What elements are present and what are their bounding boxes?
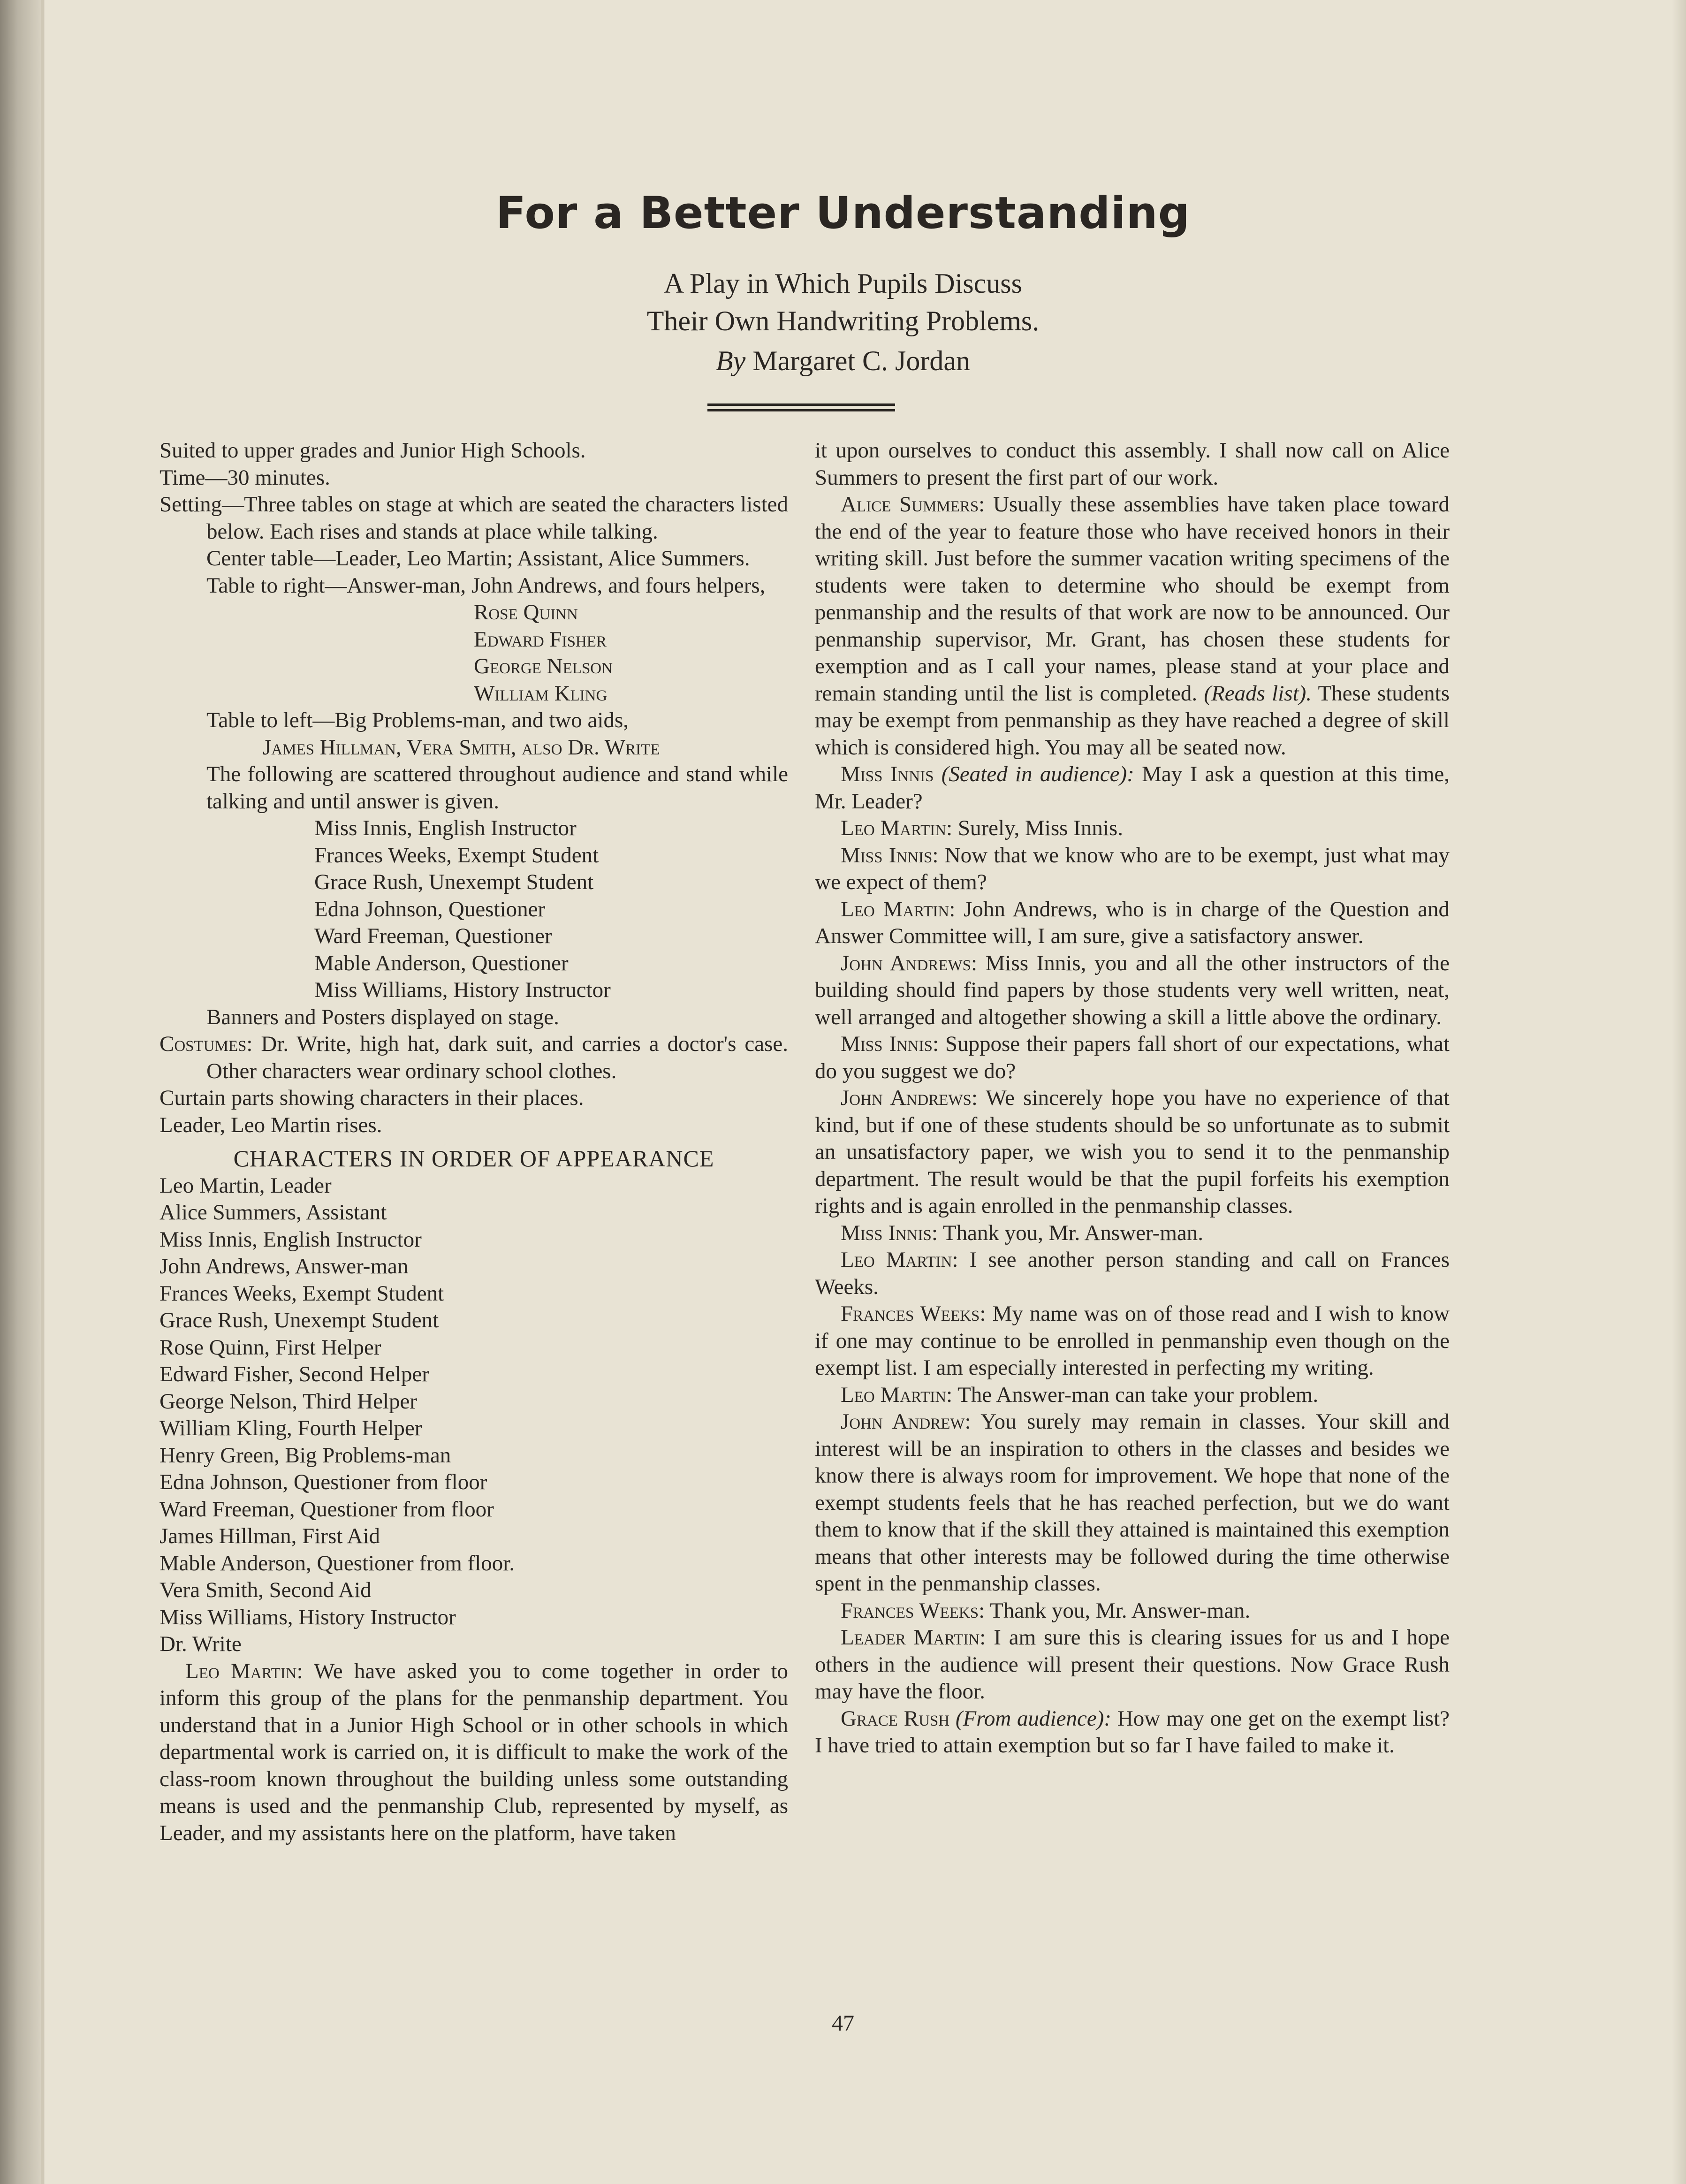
audience-member: Grace Rush, Unexempt Student — [314, 870, 594, 894]
speech-text: Usually these assemblies have taken place toward the end of the year to feature those who have received honors in their writing skill. Just before the summer vacation writing specimens of the students were taken to determine who should be exempt from penmanship and the results of that work are now to be announced. Our penmanship supervisor, Mr. Grant, has chosen these students for exemption and as I call your names, please stand at your place and remain standing until the list is completed. — [815, 492, 1450, 706]
speech-text: I am sure this is clearing issues for us and I hope others in the audience will present their questions. Now Grace Rush may have the floor. — [815, 1625, 1450, 1704]
speech-text: These students may be exempt from penmanship as they have reached a degree of skill which is considered high. You may all be seated now. — [815, 681, 1450, 760]
speech-text: May I ask a question at this time, Mr. Leader? — [815, 762, 1450, 814]
continued-speech: it upon ourselves to conduct this assembly. I shall now call on Alice Summers to present the first part of our work. — [815, 438, 1450, 490]
miss-innis-speech — [815, 842, 1450, 896]
audience-member: Frances Weeks, Exempt Student — [314, 843, 599, 868]
character-entry: Ward Freeman, Questioner from floor — [159, 1497, 494, 1522]
title-rule-top — [707, 403, 895, 406]
costumes-label: Costumes: — [159, 1032, 253, 1056]
speaker-name: Leo Martin: — [841, 1382, 953, 1407]
speech-text: Thank you, Mr. Answer-man. — [942, 1220, 1204, 1245]
speech-text: Now that we know who are to be exempt, just what may we expect of them? — [815, 843, 1450, 894]
leader-rises-line: Leader, Leo Martin rises. — [159, 1112, 382, 1137]
article-title: For a Better Understanding — [496, 188, 1190, 239]
center-table-line: Center table—Leader, Leo Martin; Assistant, Alice Summers. — [206, 546, 750, 571]
miss-innis-speech — [815, 1031, 1450, 1085]
speaker-name: Alice Summers: — [841, 492, 985, 517]
miss-innis-speech — [815, 761, 1450, 815]
character-entry: Leo Martin, Leader — [159, 1173, 332, 1198]
left-column — [159, 437, 788, 1847]
table-left-line: Table to left—Big Problems-man, and two aids, — [206, 708, 629, 732]
speech-text: My name was on of those read and I wish to know if one may continue to be enrolled in penmanship even though on the exempt list. I am especially interested in perfecting my writing. — [815, 1301, 1450, 1380]
character-entry: Frances Weeks, Exempt Student — [159, 1281, 444, 1306]
speech-text: The Answer-man can take your problem. — [957, 1382, 1319, 1407]
john-andrews-speech — [815, 950, 1450, 1031]
byline-author: Margaret C. Jordan — [752, 345, 971, 376]
speech-text: Suppose their papers fall short of our expectations, what do you suggest we do? — [815, 1032, 1450, 1083]
speech-text: Miss Innis, you and all the other instructors of the building should find papers by those students very well written, neat, well arranged and altogether showing a skill a little above the ordinary. — [815, 951, 1450, 1029]
audience-member: Ward Freeman, Questioner — [314, 924, 552, 948]
speech-text: We sincerely hope you have no experience of that kind, but if one of these students should be so unfortunate as to submit an unsatisfactory paper, we wish you to send it to the penmanship department. The result would be that the pupil forfeits his exemption rights and is again enrolled in the penmanship classes. — [815, 1086, 1450, 1218]
speaker-name: John Andrew: — [841, 1409, 971, 1434]
stage-direction: (Reads list). — [1204, 681, 1312, 706]
speaker-name: Frances Weeks: — [841, 1598, 985, 1623]
title-rule-bottom — [707, 409, 895, 411]
speech-text: We have asked you to come together in order to inform this group of the plans for the penmanship department. You understand that in a Junior High School or in other schools in which departmental work is carried on, it is difficult to make the work of the class-room known throughout the building unless some outstanding means is used and the penmanship Club, represented by myself, as Leader, and my assistants here on the platform, have taken — [159, 1659, 788, 1845]
table-left-names: James Hillman, Vera Smith, also Dr. Write — [263, 735, 660, 760]
banners-line: Banners and Posters displayed on stage. — [206, 1004, 559, 1029]
character-entry: Rose Quinn, First Helper — [159, 1335, 381, 1360]
helper-name: George Nelson — [474, 654, 613, 678]
audience-member: Miss Williams, History Instructor — [314, 978, 611, 1002]
subtitle-line-1: A Play in Which Pupils Discuss — [664, 268, 1022, 299]
character-entry: Vera Smith, Second Aid — [159, 1578, 372, 1602]
right-column — [815, 437, 1450, 1759]
character-entry: Henry Green, Big Problems-man — [159, 1443, 451, 1468]
speaker-name: John Andrews: — [841, 1086, 978, 1110]
speaker-name: John Andrews: — [841, 951, 978, 975]
leader-martin-speech — [815, 1624, 1450, 1705]
curtain-line: Curtain parts showing characters in their places. — [159, 1086, 584, 1110]
speech-text: How may one get on the exempt list? I have tried to attain exemption but so far I have failed to make it. — [815, 1706, 1450, 1758]
miss-innis-speech — [815, 1220, 1450, 1247]
speech-text: Thank you, Mr. Answer-man. — [990, 1598, 1251, 1623]
alice-summers-speech — [815, 491, 1450, 761]
speech-text: Surely, Miss Innis. — [957, 816, 1123, 840]
character-entry: John Andrews, Answer-man — [159, 1254, 409, 1278]
speech-text: You surely may remain in classes. Your skill and interest will be an inspiration to others in the classes and besides we know there is always room for improvement. We hope that none of the exempt students feels that he has reached perfection, but we do want them to know that if the skill they attained is maintained this exemption means that other interests may be followed during the time otherwise spent in the penmanship classes. — [815, 1409, 1450, 1596]
frances-weeks-speech — [815, 1598, 1450, 1625]
setting-paragraph: Setting—Three tables on stage at which are seated the characters listed below. Each rises and stands at place while talking. — [159, 492, 788, 544]
john-andrews-speech — [815, 1085, 1450, 1220]
helper-name: William Kling — [474, 681, 608, 706]
speaker-name: Leo Martin: — [185, 1659, 303, 1683]
character-entry: Grace Rush, Unexempt Student — [159, 1308, 439, 1332]
character-entry: George Nelson, Third Helper — [159, 1389, 418, 1414]
helpers-list — [159, 599, 788, 707]
leo-martin-speech — [815, 1382, 1450, 1409]
speaker-name: Miss Innis: — [841, 1220, 938, 1245]
character-entry: Miss Innis, English Instructor — [159, 1227, 422, 1252]
character-entry: James Hillman, First Aid — [159, 1524, 380, 1548]
speaker-name: Leader Martin: — [841, 1625, 986, 1650]
character-entry: Mable Anderson, Questioner from floor. — [159, 1551, 515, 1575]
costumes-paragraph — [159, 1031, 788, 1085]
speaker-name: Miss Innis: — [841, 843, 939, 868]
audience-member: Miss Innis, English Instructor — [314, 816, 577, 840]
subtitle-line-2: Their Own Handwriting Problems. — [646, 305, 1040, 336]
speaker-name: Grace Rush — [841, 1706, 950, 1731]
byline-prefix: By — [715, 345, 746, 376]
page-number: 47 — [832, 2011, 854, 2036]
audience-member: Edna Johnson, Questioner — [314, 897, 546, 921]
audience-member: Mable Anderson, Questioner — [314, 951, 569, 975]
character-entry: Alice Summers, Assistant — [159, 1200, 387, 1225]
scattered-note: The following are scattered throughout audience and stand while talking and until answer is given. — [206, 762, 788, 814]
character-entry: William Kling, Fourth Helper — [159, 1416, 422, 1440]
speaker-name: Leo Martin: — [841, 1248, 958, 1272]
character-entry: Edna Johnson, Questioner from floor — [159, 1470, 487, 1494]
speech-text: John Andrews, who is in charge of the Question and Answer Committee will, I am sure, give a satisfactory answer. — [815, 897, 1450, 948]
byline — [0, 345, 1686, 377]
audience-list — [159, 815, 788, 1004]
speaker-name: Miss Innis: — [841, 1032, 939, 1056]
grace-rush-speech — [815, 1705, 1450, 1759]
helper-name: Rose Quinn — [474, 600, 578, 624]
leo-martin-speech — [815, 896, 1450, 950]
character-entry: Miss Williams, History Instructor — [159, 1605, 456, 1629]
character-entry: Edward Fisher, Second Helper — [159, 1362, 430, 1386]
costumes-text: Dr. Write, high hat, dark suit, and carries a doctor's case. Other characters wear ordinary school clothes. — [206, 1032, 789, 1083]
helper-name: Edward Fisher — [474, 627, 607, 652]
leo-martin-speech — [815, 815, 1450, 842]
leo-martin-speech — [815, 1247, 1450, 1301]
table-right-line: Table to right—Answer-man, John Andrews, and fours helpers, — [206, 573, 766, 598]
characters-list — [159, 1172, 788, 1658]
frances-weeks-speech — [815, 1301, 1450, 1382]
speaker-name: Frances Weeks: — [841, 1301, 986, 1326]
leo-martin-speech — [159, 1658, 788, 1847]
stage-direction: (From audience): — [955, 1706, 1111, 1731]
speaker-name: Leo Martin: — [841, 897, 956, 921]
character-entry: Dr. Write — [159, 1632, 242, 1656]
characters-heading: CHARACTERS IN ORDER OF APPEARANCE — [233, 1145, 714, 1172]
suited-line: Suited to upper grades and Junior High Schools. — [159, 438, 586, 463]
stage-direction: (Seated in audience): — [941, 762, 1134, 786]
speech-text: I see another person standing and call on Frances Weeks. — [815, 1248, 1450, 1299]
speaker-name: Leo Martin: — [841, 816, 953, 840]
john-andrew-speech — [815, 1408, 1450, 1598]
time-line: Time—30 minutes. — [159, 465, 330, 490]
speaker-name: Miss Innis — [841, 762, 934, 786]
